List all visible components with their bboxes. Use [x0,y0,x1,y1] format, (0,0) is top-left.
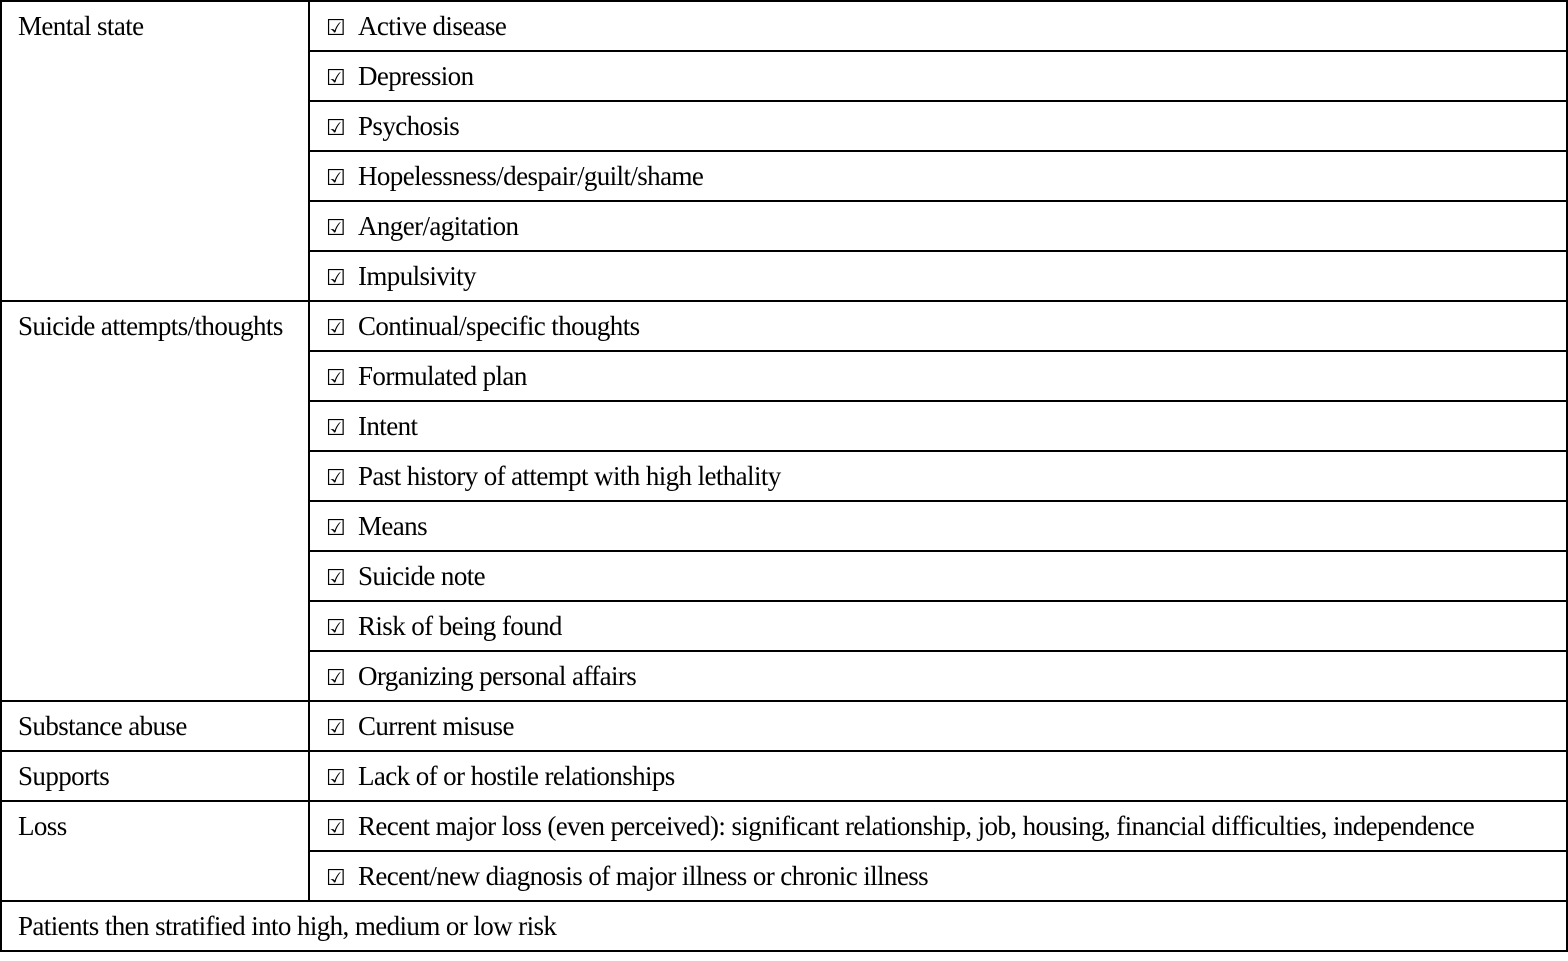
list-item [309,801,1567,851]
table-row [1,301,1567,351]
category-loss: Loss [1,801,309,901]
list-item [309,601,1567,651]
checkbox-checked-icon: ☑ [326,466,346,491]
checkbox-checked-icon: ☑ [326,366,346,391]
list-item [309,551,1567,601]
category-suicide-attempts: Suicide attempts/thoughts [1,301,309,701]
table-row [1,701,1567,751]
list-item [309,751,1567,801]
checkbox-checked-icon: ☑ [326,566,346,591]
item-label: Means [358,511,427,541]
checkbox-checked-icon: ☑ [326,766,346,791]
checkbox-checked-icon: ☑ [326,866,346,891]
checkbox-checked-icon: ☑ [326,116,346,141]
checkbox-checked-icon: ☑ [326,266,346,291]
item-label: Lack of or hostile relationships [358,761,675,791]
item-label: Active disease [358,11,507,41]
list-item [309,701,1567,751]
checkbox-checked-icon: ☑ [326,516,346,541]
list-item [309,351,1567,401]
checkbox-checked-icon: ☑ [326,16,346,41]
checkbox-checked-icon: ☑ [326,666,346,691]
item-label: Intent [358,411,418,441]
checkbox-checked-icon: ☑ [326,616,346,641]
checkbox-checked-icon: ☑ [326,66,346,91]
item-label: Risk of being found [358,611,562,641]
item-label: Recent major loss (even perceived): significant relationship, job, housing, financial difficulties, independence [358,811,1475,841]
list-item [309,51,1567,101]
checkbox-checked-icon: ☑ [326,416,346,441]
table-row [1,901,1567,951]
table-body [1,1,1567,951]
list-item [309,651,1567,701]
list-item [309,151,1567,201]
list-item [309,401,1567,451]
list-item [309,201,1567,251]
item-label: Depression [358,61,474,91]
list-item [309,1,1567,51]
checkbox-checked-icon: ☑ [326,216,346,241]
item-label: Organizing personal affairs [358,661,637,691]
list-item [309,501,1567,551]
table-row [1,751,1567,801]
list-item [309,451,1567,501]
checkbox-checked-icon: ☑ [326,316,346,341]
item-label: Impulsivity [358,261,476,291]
checkbox-checked-icon: ☑ [326,166,346,191]
footer-note: Patients then stratified into high, medium or low risk [1,901,1567,951]
item-label: Formulated plan [358,361,527,391]
list-item [309,251,1567,301]
checkbox-checked-icon: ☑ [326,716,346,741]
list-item [309,301,1567,351]
item-label: Recent/new diagnosis of major illness or chronic illness [358,861,929,891]
item-label: Psychosis [358,111,460,141]
item-label: Anger/agitation [358,211,519,241]
item-label: Suicide note [358,561,486,591]
item-label: Continual/specific thoughts [358,311,640,341]
list-item [309,101,1567,151]
table-row [1,1,1567,51]
checkbox-checked-icon: ☑ [326,816,346,841]
category-supports: Supports [1,751,309,801]
item-label: Hopelessness/despair/guilt/shame [358,161,704,191]
category-mental-state: Mental state [1,1,309,301]
item-label: Past history of attempt with high lethality [358,461,781,491]
list-item [309,851,1567,901]
category-substance-abuse: Substance abuse [1,701,309,751]
table-row [1,801,1567,851]
item-label: Current misuse [358,711,514,741]
